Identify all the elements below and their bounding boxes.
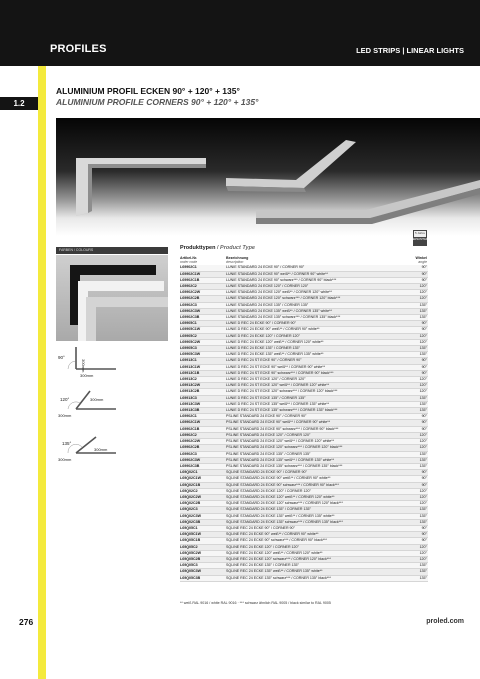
cell-description: SQLINE STANDARD 24 ECKE 120° schwarz*** / CORNER 120° black*** (226, 501, 343, 506)
cell-angle: 135° (419, 463, 427, 468)
cell-order-code: L69Q02C2B (180, 501, 201, 506)
cell-order-code: L69913C1B (180, 370, 200, 375)
warranty-badge-icon (413, 230, 430, 246)
cell-angle: 90° (421, 265, 427, 270)
cell-order-code: L69902C2W (180, 439, 201, 444)
cell-angle: 90° (421, 370, 427, 375)
cell-angle: 135° (419, 346, 427, 351)
diagram-90 (56, 345, 126, 390)
cell-angle: 135° (419, 451, 427, 456)
cell-description: LUNIE D REC 24 ST ECKE 120° schwarz*** / CORNER 120° black*** (226, 389, 338, 394)
cell-order-code: L69Q02C3B (180, 519, 201, 524)
cell-order-code: L69913C2B (180, 389, 200, 394)
diagram-90-len-v: 300mm (81, 359, 86, 373)
cell-angle: 120° (419, 494, 427, 499)
cell-angle: 120° (419, 501, 427, 506)
cell-angle: 90° (421, 321, 427, 326)
cell-description: SQLINE STANDARD 24 ECKE 135° weiß** / CORNER 135° white** (226, 513, 335, 518)
cell-description: SQLINE STANDARD 24 ECKE 135° schwarz*** / CORNER 135° black*** (226, 519, 343, 524)
cell-order-code: L69905C2 (180, 333, 197, 338)
cell-angle: 120° (419, 445, 427, 450)
cell-angle: 120° (419, 296, 427, 301)
heading-german: ALUMINIUM PROFIL ECKEN 90° + 120° + 135° (56, 86, 240, 96)
product-photo (56, 118, 480, 236)
cell-angle: 120° (419, 333, 427, 338)
cell-description: LUNIE D REC 24 ST ECKE 90° weiß** / CORNER 90° white** (226, 364, 326, 369)
cell-description: PSLINE STANDARD 24 ECKE 120° / CORNER 120° (226, 432, 311, 437)
cell-angle: 120° (419, 550, 427, 555)
diagram-135-len-h: 300mm (58, 457, 72, 462)
cell-angle: 135° (419, 507, 427, 512)
cell-order-code: L69913C3B (180, 408, 200, 413)
cell-angle: 120° (419, 339, 427, 344)
cell-order-code: L69905C1 (180, 321, 197, 326)
page-number: 276 (19, 617, 34, 627)
cell-description: SQLINE REC 24 ECKE 90° weiß** / CORNER 90° white** (226, 532, 319, 537)
cell-order-code: L69913C3W (180, 401, 201, 406)
diagram-120-len-v: 300mm (90, 397, 104, 402)
cell-order-code: L69902C1B (180, 277, 200, 282)
cell-description: LUNIE STANDARD 24 ECKE 120° schwarz*** / CORNER 120° black*** (226, 296, 341, 301)
cell-order-code: L69902C3 (180, 451, 197, 456)
header-code: Artikel-Nr. order code (180, 256, 198, 265)
product-heading (56, 86, 258, 107)
cell-angle: 135° (419, 408, 427, 413)
page-title: PROFILES (50, 43, 107, 55)
colours-column (56, 247, 168, 462)
cell-order-code: L69902C3B (180, 315, 200, 320)
cell-angle: 90° (421, 358, 427, 363)
cell-angle: 120° (419, 432, 427, 437)
cell-angle: 135° (419, 457, 427, 462)
cell-description: LUNIE D REC 24 ECKE 90° weiß** / CORNER 90° white** (226, 327, 320, 332)
cell-description: SQLINE REC 24 ECKE 120° / CORNER 120° (226, 544, 299, 549)
cell-description: PSLINE STANDARD 24 ECKE 135° weiß** / CORNER 135° white** (226, 457, 335, 462)
cell-order-code: L69902C2W (180, 290, 201, 295)
cell-description: LUNIE D REC 24 ECKE 120° weiß** / CORNER 120° white** (226, 339, 324, 344)
badge-bottom: ERSATZTEILE (413, 238, 430, 241)
cell-order-code: L69913C1W (180, 364, 201, 369)
cell-angle: 135° (419, 569, 427, 574)
cell-description: SQLINE REC 24 ECKE 120° weiß** / CORNER 120° white** (226, 550, 323, 555)
cell-description: SQLINE STANDARD 24 ECKE 90° schwarz*** / CORNER 90° black*** (226, 482, 339, 487)
cell-description: PSLINE STANDARD 24 ECKE 135° schwarz*** / CORNER 135° black*** (226, 463, 343, 468)
cell-order-code: L69902C2 (180, 284, 197, 289)
cell-description: SQLINE REC 24 ECKE 90° / CORNER 90° (226, 525, 295, 530)
cell-angle: 135° (419, 401, 427, 406)
cell-angle: 120° (419, 284, 427, 289)
cell-angle: 135° (419, 315, 427, 320)
cell-order-code: L69902C1B (180, 426, 200, 431)
diagram-90-len-h: 300mm (80, 373, 94, 378)
cell-description: SQLINE STANDARD 24 ECKE 90° / CORNER 90° (226, 470, 307, 475)
diagram-135-len-v: 300mm (94, 447, 108, 452)
table-header (180, 255, 428, 265)
cell-angle: 120° (419, 439, 427, 444)
cell-description: LUNIE D REC 24 ECKE 120° / CORNER 120° (226, 333, 300, 338)
cell-description: SQLINE STANDARD 24 ECKE 120° / CORNER 120° (226, 488, 311, 493)
cell-order-code: L69902C2B (180, 445, 200, 450)
cell-description: LUNIE STANDARD 24 ECKE 120° weiß** / CORNER 120° white** (226, 290, 332, 295)
header-description: Bezeichnung description (226, 256, 249, 265)
diagram-120 (56, 387, 126, 426)
cell-angle: 90° (421, 327, 427, 332)
page-header (0, 0, 480, 66)
cell-angle: 90° (421, 277, 427, 282)
cell-angle: 135° (419, 513, 427, 518)
cell-order-code: L69Q02C1 (180, 470, 198, 475)
cell-order-code: L69913C1 (180, 358, 197, 363)
table-row (180, 575, 428, 581)
product-type-heading: Produkttypen / Product Type (180, 245, 255, 251)
cell-angle: 90° (421, 364, 427, 369)
cell-order-code: L69Q02C1W (180, 476, 201, 481)
cell-description: SQLINE STANDARD 24 ECKE 135° / CORNER 135° (226, 507, 311, 512)
cell-order-code: L69Q02C2 (180, 488, 198, 493)
cell-angle: 120° (419, 377, 427, 382)
cell-angle: 120° (419, 389, 427, 394)
cell-angle: 120° (419, 290, 427, 295)
cell-description: LUNIE STANDARD 24 ECKE 90° / CORNER 90° (226, 265, 305, 270)
section-label: LED STRIPS | LINEAR LIGHTS (356, 46, 464, 55)
cell-description: SQLINE STANDARD 24 ECKE 90° weiß** / CORNER 90° white** (226, 476, 331, 481)
cell-angle: 90° (421, 525, 427, 530)
cell-order-code: L69902C3W (180, 308, 201, 313)
product-table (180, 255, 428, 582)
cell-order-code: L69Q02C1B (180, 482, 201, 487)
cell-angle: 120° (419, 556, 427, 561)
cell-angle: 135° (419, 563, 427, 568)
cell-order-code: L69905C3 (180, 346, 197, 351)
cell-description: LUNIE D REC 24 ECKE 90° / CORNER 90° (226, 321, 296, 326)
colour-swatches (56, 255, 168, 341)
cell-angle: 90° (421, 476, 427, 481)
product-type-de: Produkttypen (180, 245, 216, 251)
chapter-tab: 1.2 (0, 97, 38, 110)
diagram-120-angle: 120° (60, 397, 70, 402)
cell-angle: 120° (419, 544, 427, 549)
cell-description: SQLINE REC 24 ECKE 90° schwarz*** / CORNER 90° black*** (226, 538, 327, 543)
cell-order-code: L69902C3 (180, 302, 197, 307)
product-type-en: Product Type (220, 245, 255, 251)
cell-angle: 90° (421, 414, 427, 419)
cell-description: LUNIE STANDARD 24 ECKE 120° / CORNER 120° (226, 284, 309, 289)
diagram-120-len-h: 300mm (58, 413, 72, 418)
cell-order-code: L69902C1W (180, 271, 201, 276)
footnote: ** weiß RAL 9016 / white RAL 9016 · *** schwarz ähnlich RAL 9005 / black similar to RAL 9005 (180, 601, 331, 605)
corner-profiles-illustration (56, 118, 480, 236)
cell-description: PSLINE STANDARD 24 ECKE 90° schwarz*** / CORNER 90° black*** (226, 426, 339, 431)
cell-angle: 90° (421, 271, 427, 276)
cell-description: SQLINE STANDARD 24 ECKE 120° weiß** / CORNER 120° white** (226, 494, 335, 499)
cell-order-code: L69Q05C3B (180, 575, 201, 580)
cell-description: LUNIE STANDARD 24 ECKE 135° weiß** / CORNER 135° white** (226, 308, 332, 313)
cell-description: LUNIE D REC 24 ST ECKE 90° schwarz*** / CORNER 90° black*** (226, 370, 334, 375)
cell-angle: 120° (419, 383, 427, 388)
cell-angle: 135° (419, 395, 427, 400)
cell-order-code: L69913C2 (180, 377, 197, 382)
cell-order-code: L69Q05C1W (180, 532, 201, 537)
cell-description: LUNIE D REC 24 ST ECKE 135° weiß** / CORNER 135° white** (226, 401, 330, 406)
cell-angle: 135° (419, 308, 427, 313)
cell-angle: 90° (421, 470, 427, 475)
colours-label: FARBEN / COLOURS (56, 247, 168, 254)
cell-order-code: L69913C3 (180, 395, 197, 400)
cell-order-code: L69902C2B (180, 296, 200, 301)
cell-order-code: L69Q05C1 (180, 525, 198, 530)
cell-description: SQLINE REC 24 ECKE 135° weiß** / CORNER 135° white** (226, 569, 323, 574)
cell-order-code: L69Q05C3W (180, 569, 201, 574)
cell-description: LUNIE D REC 24 ST ECKE 135° / CORNER 135° (226, 395, 306, 400)
cell-description: LUNIE STANDARD 24 ECKE 135° schwarz*** / CORNER 135° black*** (226, 315, 341, 320)
cell-description: LUNIE STANDARD 24 ECKE 90° weiß** / CORNER 90° white** (226, 271, 328, 276)
cell-angle: 90° (421, 426, 427, 431)
cell-order-code: L69905C3W (180, 352, 201, 357)
cell-order-code: L69Q02C3W (180, 513, 201, 518)
cell-description: LUNIE D REC 24 ST ECKE 90° / CORNER 90° (226, 358, 302, 363)
cell-description: PSLINE STANDARD 24 ECKE 90° weiß** / CORNER 90° white** (226, 420, 331, 425)
cell-description: LUNIE D REC 24 ST ECKE 135° schwarz*** / CORNER 135° black*** (226, 408, 338, 413)
cell-description: LUNIE D REC 24 ECKE 135° / CORNER 135° (226, 346, 300, 351)
cell-order-code: L69905C1W (180, 327, 201, 332)
cell-order-code: L69902C3W (180, 457, 201, 462)
cell-order-code: L69902C3B (180, 463, 200, 468)
cell-description: LUNIE STANDARD 24 ECKE 90° schwarz*** / CORNER 90° black*** (226, 277, 337, 282)
cell-angle: 90° (421, 532, 427, 537)
cell-description: SQLINE REC 24 ECKE 120° schwarz*** / CORNER 120° black*** (226, 556, 331, 561)
cell-description: LUNIE D REC 24 ST ECKE 120° weiß** / CORNER 120° white** (226, 383, 330, 388)
cell-description: PSLINE STANDARD 24 ECKE 135° / CORNER 135° (226, 451, 311, 456)
cell-order-code: L69Q02C3 (180, 507, 198, 512)
cell-order-code: L69Q05C2 (180, 544, 198, 549)
diagram-90-angle: 90° (58, 355, 65, 360)
diagram-135-angle: 135° (62, 441, 72, 446)
cell-order-code: L69902C1 (180, 414, 197, 419)
cell-description: LUNIE D REC 24 ST ECKE 120° / CORNER 120° (226, 377, 306, 382)
cell-angle: 135° (419, 302, 427, 307)
cell-order-code: L69Q05C2W (180, 550, 201, 555)
badge-top: 5 Jahre (413, 230, 427, 238)
cell-order-code: L69913C2W (180, 383, 201, 388)
cell-order-code: L69902C1 (180, 265, 197, 270)
cell-order-code: L69Q02C2W (180, 494, 201, 499)
cell-angle: 135° (419, 352, 427, 357)
cell-description: PSLINE STANDARD 24 ECKE 120° weiß** / CORNER 120° white** (226, 439, 335, 444)
cell-description: PSLINE STANDARD 24 ECKE 120° schwarz*** / CORNER 120° black*** (226, 445, 343, 450)
cell-order-code: L69Q05C1B (180, 538, 201, 543)
cell-angle: 90° (421, 420, 427, 425)
cell-order-code: L69Q05C2B (180, 556, 201, 561)
cell-order-code: L69905C2W (180, 339, 201, 344)
diagram-135 (56, 429, 126, 468)
heading-english: ALUMINIUM PROFILE CORNERS 90° + 120° + 135° (56, 97, 259, 107)
cell-order-code: L69902C1W (180, 420, 201, 425)
cell-description: PSLINE STANDARD 24 ECKE 90° / CORNER 90° (226, 414, 307, 419)
cell-description: LUNIE D REC 24 ECKE 135° weiß** / CORNER 135° white** (226, 352, 324, 357)
cell-angle: 135° (419, 519, 427, 524)
accent-rail (38, 66, 46, 679)
cell-description: SQLINE REC 24 ECKE 135° schwarz*** / CORNER 135° black*** (226, 575, 331, 580)
cell-description: LUNIE STANDARD 24 ECKE 135° / CORNER 135° (226, 302, 309, 307)
cell-order-code: L69Q05C3 (180, 563, 198, 568)
cell-angle: 135° (419, 575, 427, 580)
cell-angle: 90° (421, 538, 427, 543)
website-label: proled.com (426, 618, 464, 625)
cell-angle: 120° (419, 488, 427, 493)
cell-description: SQLINE REC 24 ECKE 135° / CORNER 135° (226, 563, 299, 568)
cell-angle: 90° (421, 482, 427, 487)
cell-order-code: L69902C2 (180, 432, 197, 437)
header-angle: Winkel angle (415, 256, 427, 265)
